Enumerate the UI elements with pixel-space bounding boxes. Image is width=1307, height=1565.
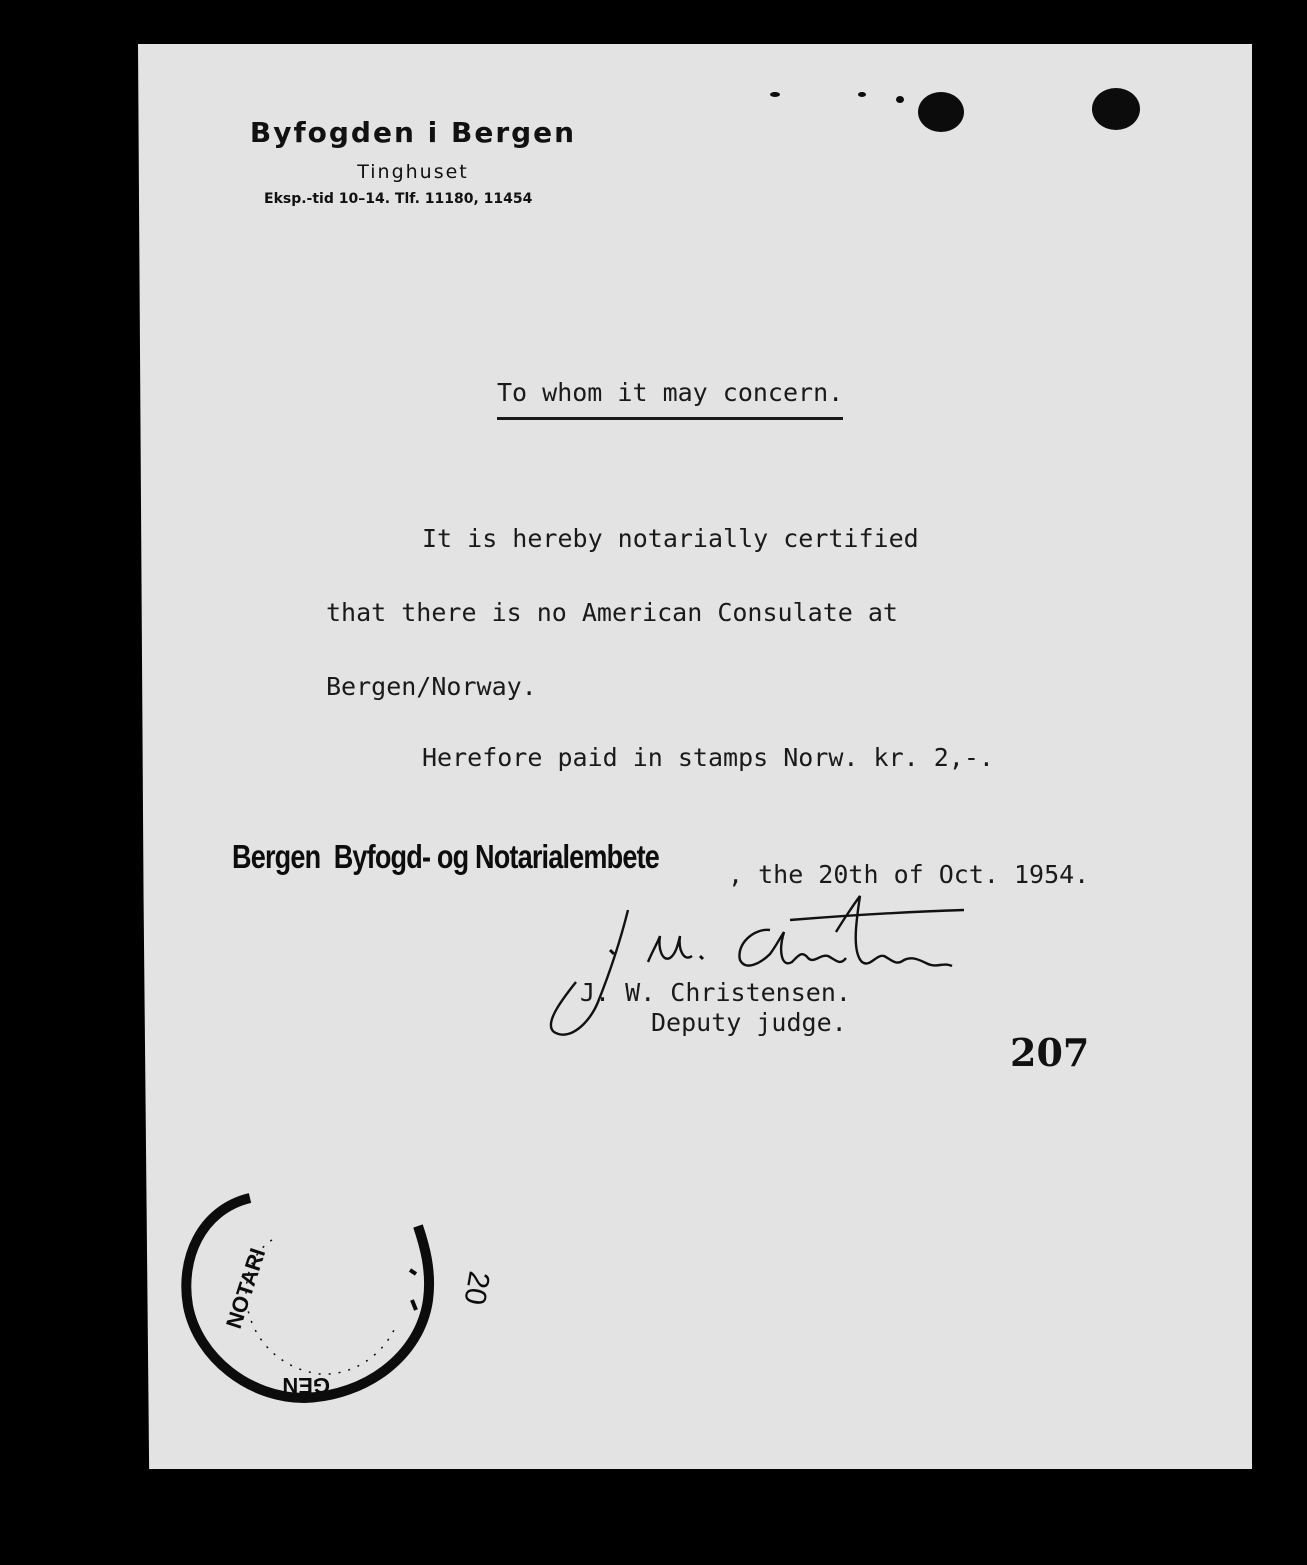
ink-blot [1092, 88, 1140, 130]
notarial-seal-stamp [170, 1180, 510, 1420]
seal-text-side: 20 [457, 1268, 496, 1308]
letterhead-organization: Byfogden i Bergen [249, 116, 577, 149]
ink-blot [918, 92, 964, 132]
fee-line: Herefore paid in stamps Norw. kr. 2,-. [422, 743, 994, 772]
letter-body-line: that there is no American Consulate at [326, 598, 898, 627]
letterhead [232, 116, 612, 207]
document-number: 207 [1010, 1030, 1090, 1075]
ink-speck [770, 92, 780, 97]
letter-body-line: Bergen/Norway. [326, 672, 537, 701]
letterhead-hours-phone: Eksp.-tid 10–14. Tlf. 11180, 11454 [264, 191, 533, 207]
date-line: , the 20th of Oct. 1954. [728, 860, 1090, 889]
letterhead-building: Tinghuset [357, 161, 469, 183]
signatory-title: Deputy judge. [651, 1008, 847, 1037]
ink-speck [858, 92, 866, 97]
ink-speck [896, 96, 904, 103]
letter-heading: To whom it may concern. [497, 378, 843, 420]
seal-text-bottom: GEN [282, 1373, 330, 1398]
signatory-name: J. W. Christensen. [580, 978, 851, 1007]
letter-body-line: It is hereby notarially certified [422, 524, 919, 553]
seal-text-top: NOTARI [220, 1245, 271, 1332]
office-name-stamp: Bergen Byfogd- og Notarialembete [232, 838, 660, 875]
